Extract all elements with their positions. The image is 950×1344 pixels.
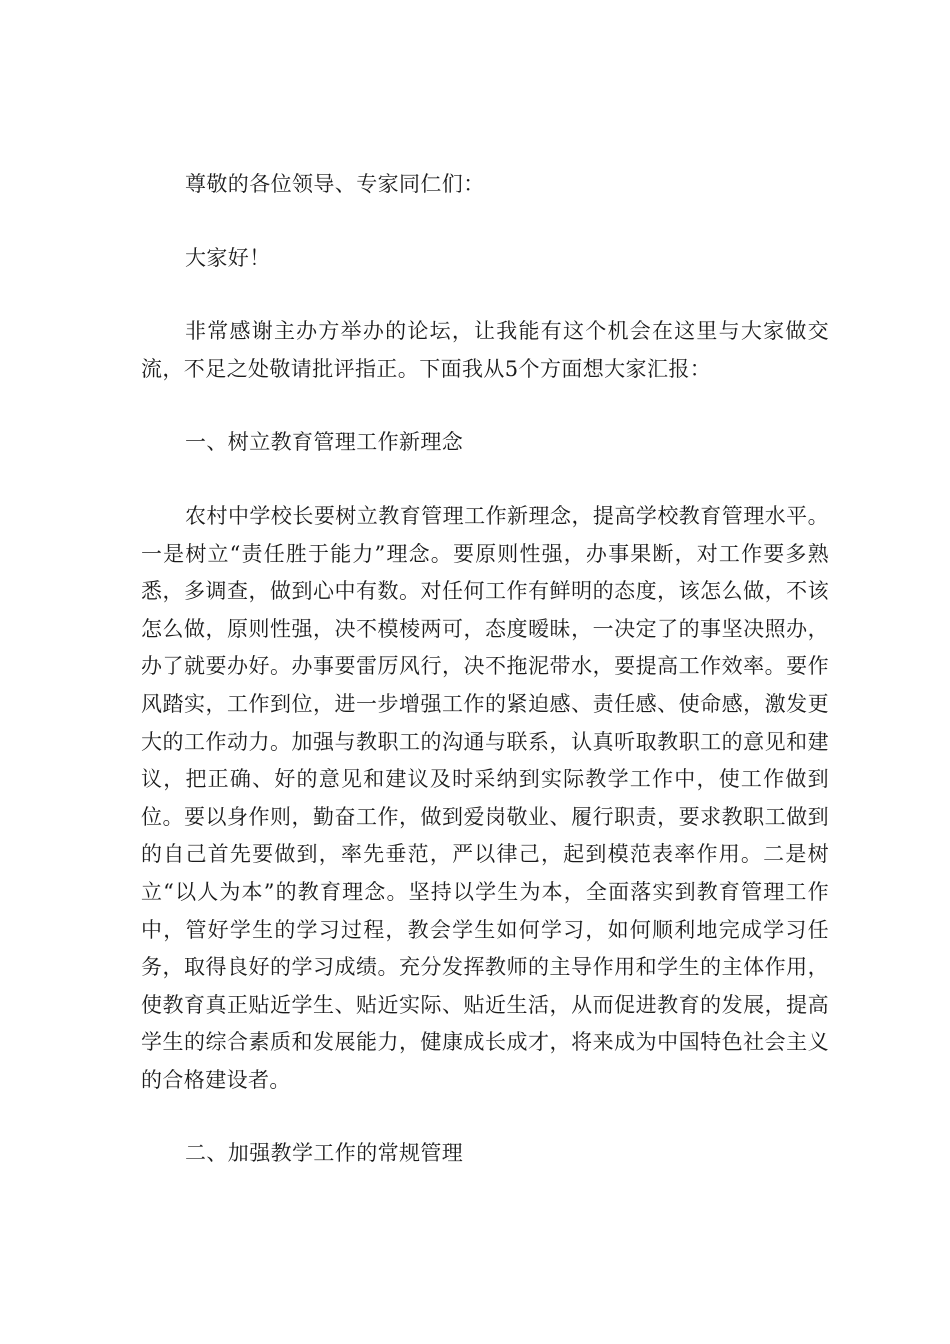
intro-paragraph: 非常感谢主办方举办的论坛，让我能有这个机会在这里与大家做交流，不足之处敬请批评指正。下面我从5个方面想大家汇报： <box>141 319 829 381</box>
section-2-heading: 二、加强教学工作的常规管理 <box>185 1141 464 1166</box>
document-body <box>141 166 829 1173</box>
section-1-heading: 一、树立教育管理工作新理念 <box>185 430 464 455</box>
section-1-paragraph: 农村中学校长要树立教育管理工作新理念，提高学校教育管理水平。一是树立“责任胜于能力”理念。要原则性强，办事果断，对工作要多熟悉，多调查，做到心中有数。对任何工作有鲜明的态度，该怎么做，不该怎么做，原则性强，决不模棱两可，态度暧昧，一决定了的事坚决照办，办了就要办好。办事要雷厉风行，决不拖泥带水，要提高工作效率。要作风踏实，工作到位，进一步增强工作的紧迫感、责任感、使命感，激发更大的工作动力。加强与教职工的沟通与联系，认真听取教职工的意见和建议，把正确、好的意见和建议及时采纳到实际教学工作中，使工作做到位。要以身作则，勤奋工作，做到爱岗敬业、履行职责，要求教职工做到的自己首先要做到，率先垂范，严以律己，起到模范表率作用。二是树立“以人为本”的教育理念。坚持以学生为本，全面落实到教育管理工作中，管好学生的学习过程，教会学生如何学习，如何顺利地完成学习任务，取得良好的学习成绩。充分发挥教师的主导作用和学生的主体作用，使教育真正贴近学生、贴近实际、贴近生活，从而促进教育的发展，提高学生的综合素质和发展能力，健康成长成才，将来成为中国特色社会主义的合格建设者。 <box>141 503 829 1092</box>
greeting: 大家好！ <box>185 245 271 270</box>
salutation: 尊敬的各位领导、专家同仁们： <box>185 172 485 196</box>
